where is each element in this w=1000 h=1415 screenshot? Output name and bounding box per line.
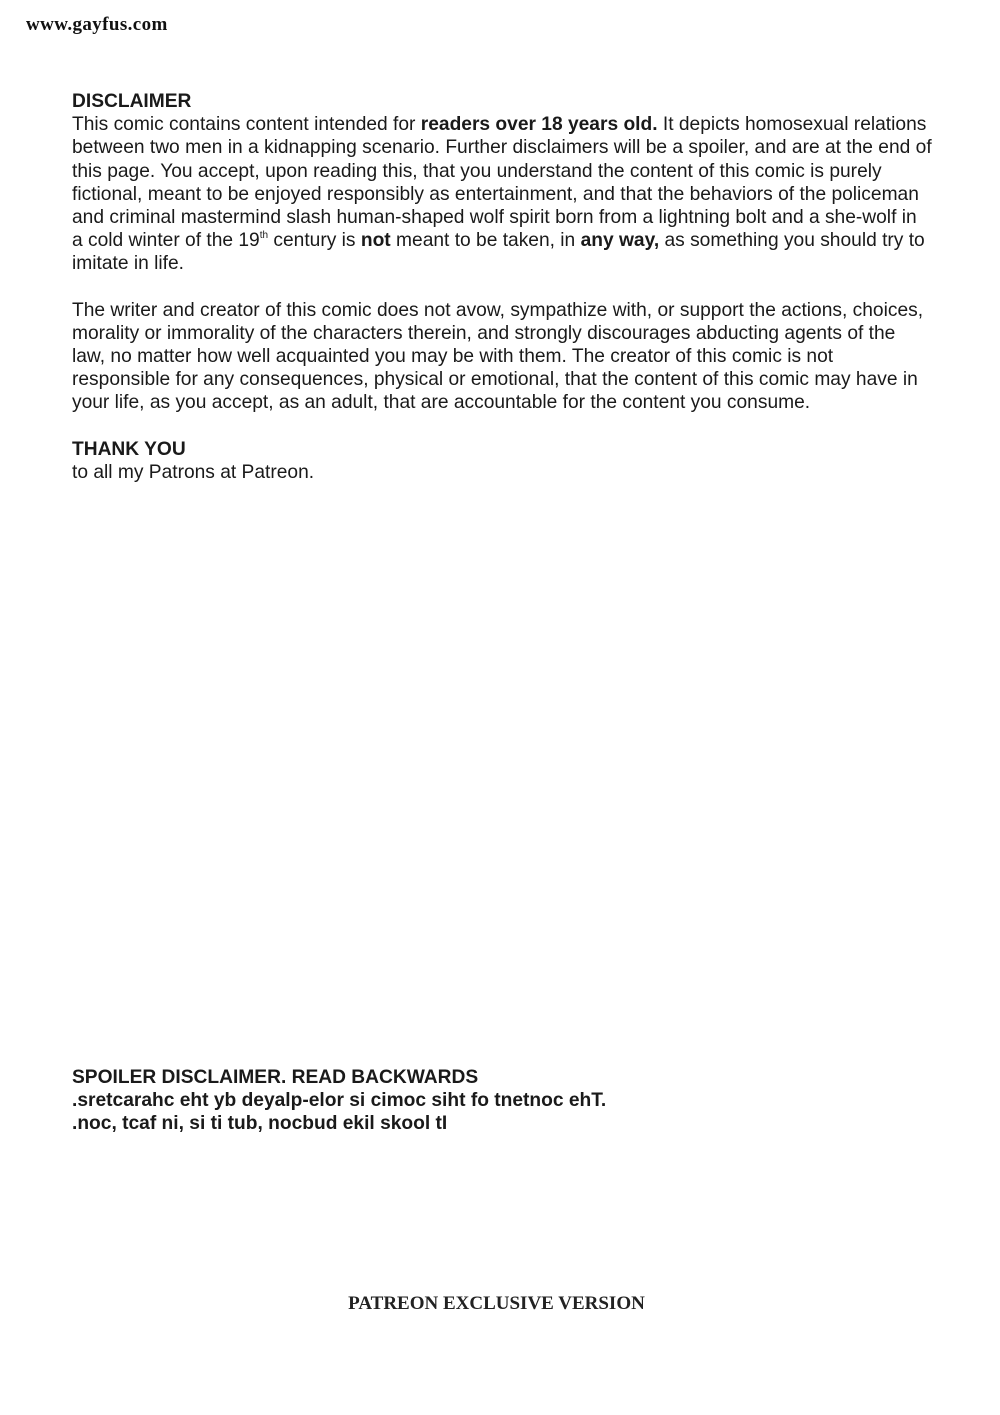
p1-text-1: This comic contains content intended for (72, 114, 421, 136)
p1-bold-any-way: any way, (580, 230, 660, 252)
disclaimer-section (72, 90, 932, 484)
watermark-site-url: www.gayfus.com (26, 14, 168, 35)
p1-bold-not: not (360, 230, 391, 252)
thanks-text: to all my Patrons at Patreon. (72, 461, 315, 483)
spoiler-line-1: .sretcarahc eht yb deyalp-elor si cimoc siht fo tnetnoc ehT. (72, 1090, 607, 1112)
thanks-heading: THANK YOU (72, 438, 186, 460)
p1-text-3: century is (268, 230, 361, 252)
disclaimer-paragraph-1 (72, 113, 932, 275)
p1-text-2: It depicts homosexual relations between two men in a kidnapping scenario. Further disclaimers will be a spoiler, and are at the end of this page. You accept, upon reading this, that you understand the content of this comic is purely fictional, meant to be enjoyed responsibly as entertainment, and that the behaviors of the policeman and criminal mastermind slash human-shaped wolf spirit born from a lightning bolt and a she-wolf in a cold winter of the 19 (72, 114, 932, 252)
spacer (72, 276, 932, 299)
spoiler-line-2: .noc, tcaf ni, si ti tub, nocbud ekil skool tI (72, 1113, 448, 1135)
disclaimer-heading: DISCLAIMER (72, 91, 192, 112)
patreon-exclusive-label: PATREON EXCLUSIVE VERSION (348, 1293, 645, 1314)
p1-superscript: th (259, 230, 269, 242)
p1-bold-age: readers over 18 years old. (420, 114, 658, 136)
spacer (72, 415, 932, 438)
spoiler-section (72, 1066, 932, 1136)
spoiler-heading: SPOILER DISCLAIMER. READ BACKWARDS (72, 1067, 479, 1088)
disclaimer-paragraph-2: The writer and creator of this comic does not avow, sympathize with, or support the actions, choices, morality or immorality of the characters therein, and strongly discourages abducting agents of the law, no matter how well acquainted you may be with them. The creator of this comic is not responsible for any consequences, physical or emotional, that the content of this comic may have in your life, as you accept, as an adult, that are accountable for the content you consume. (72, 299, 924, 414)
p1-text-4: meant to be taken, in (390, 230, 581, 252)
p1-text-5: as something you should try to imitate in life. (72, 230, 925, 275)
